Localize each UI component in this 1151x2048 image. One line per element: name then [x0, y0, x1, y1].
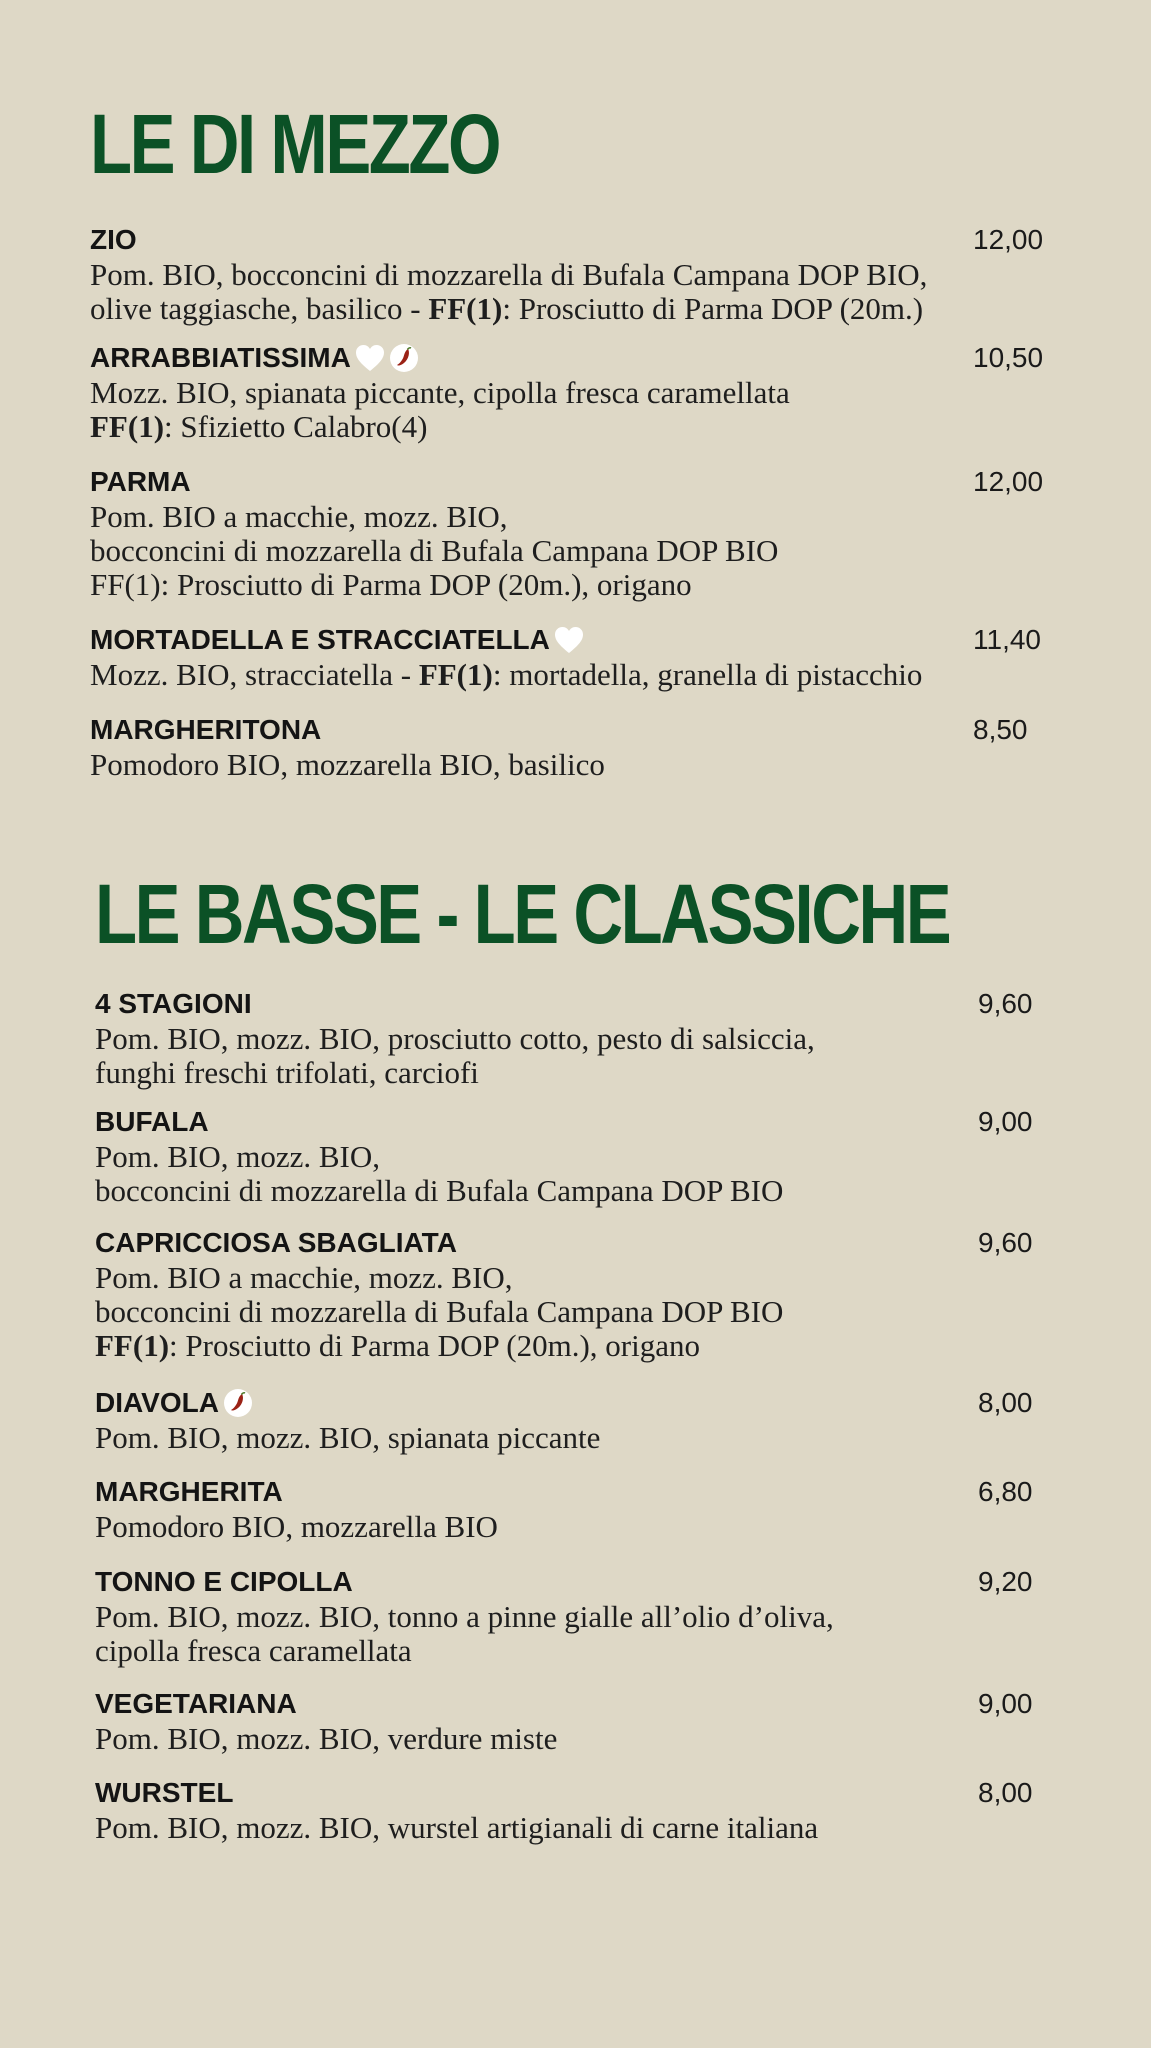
item-name: ZIO — [90, 224, 137, 255]
menu-item — [95, 988, 1055, 1090]
menu-item-header — [90, 624, 1050, 658]
menu-item — [90, 714, 1050, 782]
item-price: 8,00 — [978, 1387, 1033, 1418]
description-bold-text: FF(1) — [90, 409, 165, 444]
section-title: LE BASSE - LE CLASSICHE — [95, 867, 950, 961]
item-price: 9,00 — [978, 1688, 1033, 1719]
item-price: 9,60 — [978, 988, 1033, 1019]
description-text: : mortadella, granella di pistacchio — [492, 657, 923, 692]
chili-pepper-icon — [389, 343, 419, 373]
item-description-line — [90, 500, 1050, 534]
description-text: Pom. BIO, mozz. BIO, wurstel artigianali di carne italiana — [95, 1810, 819, 1845]
description-bold-text: FF(1) — [418, 657, 493, 692]
item-description-line — [95, 1421, 1055, 1455]
item-name: TONNO E CIPOLLA — [95, 1566, 353, 1597]
heart-icon — [554, 626, 584, 654]
item-name: ARRABBIATISSIMA — [90, 342, 351, 373]
item-price: 11,40 — [973, 624, 1041, 655]
description-text: Pom. BIO, mozz. BIO, verdure miste — [95, 1721, 558, 1756]
menu-item — [95, 1566, 1055, 1668]
description-text: FF(1): Prosciutto di Parma DOP (20m.), origano — [90, 567, 692, 602]
item-description-line — [95, 1140, 1055, 1174]
item-description-line — [90, 258, 1050, 292]
description-text: cipolla fresca caramellata — [95, 1633, 412, 1668]
item-price: 6,80 — [978, 1476, 1033, 1507]
description-text: Pomodoro BIO, mozzarella BIO — [95, 1509, 498, 1544]
item-description-line — [90, 410, 1050, 444]
description-text: Pom. BIO, mozz. BIO, spianata piccante — [95, 1420, 601, 1455]
item-price: 12,00 — [973, 466, 1044, 497]
item-name: BUFALA — [95, 1106, 209, 1137]
menu-item — [95, 1777, 1055, 1845]
menu-item-header — [95, 1227, 1055, 1261]
item-name: PARMA — [90, 466, 191, 497]
description-text: bocconcini di mozzarella di Bufala Campana DOP BIO — [90, 533, 779, 568]
description-text: funghi freschi trifolati, carciofi — [95, 1055, 479, 1090]
menu-item-header — [95, 1387, 1055, 1421]
item-name: MARGHERITONA — [90, 714, 322, 745]
description-text: Mozz. BIO, stracciatella - — [90, 657, 419, 692]
item-description-line — [95, 1510, 1055, 1544]
item-price: 10,50 — [973, 342, 1044, 373]
description-text: Pom. BIO, bocconcini di mozzarella di Bufala Campana DOP BIO, — [90, 257, 928, 292]
item-description-line — [95, 1722, 1055, 1756]
item-description-line — [90, 534, 1050, 568]
menu-item-header — [95, 988, 1055, 1022]
item-description-line — [95, 1811, 1055, 1845]
description-text: : Prosciutto di Parma DOP (20m.), origano — [169, 1328, 700, 1363]
item-description-line — [90, 292, 1050, 326]
item-description-line — [95, 1295, 1055, 1329]
menu-item — [95, 1106, 1055, 1208]
menu-item — [95, 1688, 1055, 1756]
item-description-line — [95, 1634, 1055, 1668]
menu-item-header — [95, 1688, 1055, 1722]
menu-item-header — [95, 1566, 1055, 1600]
item-description-line — [95, 1329, 1055, 1363]
description-bold-text: FF(1) — [428, 291, 503, 326]
item-description-line — [95, 1022, 1055, 1056]
menu-item-header — [90, 224, 1050, 258]
section-title: LE DI MEZZO — [90, 97, 500, 191]
description-text: : Sfizietto Calabro(4) — [164, 409, 428, 444]
item-name: DIAVOLA — [95, 1387, 219, 1418]
item-name: VEGETARIANA — [95, 1688, 297, 1719]
menu-item — [90, 624, 1050, 692]
item-description-line — [90, 658, 1050, 692]
description-text: Pom. BIO, mozz. BIO, tonno a pinne gialle all’olio d’oliva, — [95, 1599, 834, 1634]
item-price: 9,20 — [978, 1566, 1033, 1597]
description-text: : Prosciutto di Parma DOP (20m.) — [502, 291, 924, 326]
description-text: bocconcini di mozzarella di Bufala Campana DOP BIO — [95, 1173, 784, 1208]
item-description-line — [95, 1174, 1055, 1208]
menu-item — [90, 466, 1050, 602]
menu-item — [95, 1476, 1055, 1544]
menu-item-header — [95, 1476, 1055, 1510]
description-text: Pom. BIO a macchie, mozz. BIO, — [90, 499, 508, 534]
description-text: Pom. BIO, mozz. BIO, — [95, 1139, 381, 1174]
menu-item-header — [90, 342, 1050, 376]
description-text: Pom. BIO a macchie, mozz. BIO, — [95, 1260, 513, 1295]
item-name: MORTADELLA E STRACCIATELLA — [90, 624, 550, 655]
description-text: bocconcini di mozzarella di Bufala Campana DOP BIO — [95, 1294, 784, 1329]
item-description-line — [90, 568, 1050, 602]
item-name: MARGHERITA — [95, 1476, 283, 1507]
menu-item — [95, 1227, 1055, 1363]
menu-item-header — [95, 1106, 1055, 1140]
chili-pepper-icon — [223, 1388, 253, 1418]
description-bold-text: FF(1) — [95, 1328, 170, 1363]
item-price: 8,00 — [978, 1777, 1033, 1808]
menu-item-header — [95, 1777, 1055, 1811]
item-price: 9,00 — [978, 1106, 1033, 1137]
item-description-line — [95, 1056, 1055, 1090]
item-name: WURSTEL — [95, 1777, 234, 1808]
menu-item-header — [90, 466, 1050, 500]
item-price: 9,60 — [978, 1227, 1033, 1258]
item-name: 4 STAGIONI — [95, 988, 252, 1019]
menu-item-header — [90, 714, 1050, 748]
description-text: Pomodoro BIO, mozzarella BIO, basilico — [90, 747, 605, 782]
description-text: olive taggiasche, basilico - — [90, 291, 429, 326]
menu-item — [90, 342, 1050, 444]
menu-item — [95, 1387, 1055, 1455]
item-description-line — [95, 1261, 1055, 1295]
item-description-line — [90, 376, 1050, 410]
item-description-line — [95, 1600, 1055, 1634]
description-text: Pom. BIO, mozz. BIO, prosciutto cotto, pesto di salsiccia, — [95, 1021, 815, 1056]
item-name: CAPRICCIOSA SBAGLIATA — [95, 1227, 457, 1258]
menu-item — [90, 224, 1050, 326]
item-price: 12,00 — [973, 224, 1044, 255]
description-text: Mozz. BIO, spianata piccante, cipolla fresca caramellata — [90, 375, 790, 410]
item-price: 8,50 — [973, 714, 1028, 745]
item-description-line — [90, 748, 1050, 782]
heart-icon — [355, 344, 385, 372]
